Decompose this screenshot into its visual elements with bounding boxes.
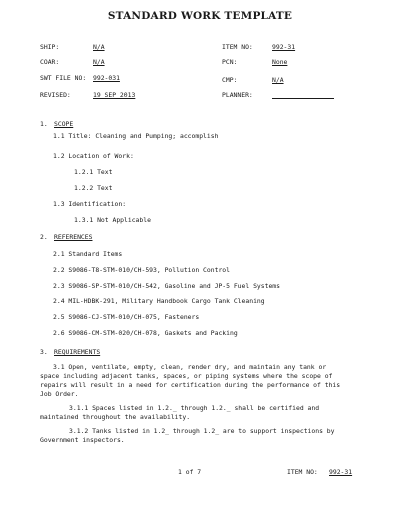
planner-label: PLANNER: [222,91,253,99]
section-3-number: 3. [40,348,48,356]
reference-2-1: 2.1 Standard Items [53,250,123,258]
requirement-3-1-line-1: 3.1 Open, ventilate, empty, clean, render dry, and maintain any tank or [53,363,327,371]
item-1-3: 1.3 Identification: [53,200,127,208]
requirement-3-1-line-4: Job Order. [40,390,79,398]
reference-2-4: 2.4 MIL-HDBK-291, Military Handbook Cargo Tank Cleaning [53,297,265,305]
requirement-3-1-2-line-2: Government inspectors. [40,436,125,444]
reference-2-6: 2.6 S9086-CM-STM-020/CH-078, Gaskets and Packing [53,329,238,337]
item-1-3-1: 1.3.1 Not Applicable [74,216,151,224]
requirement-3-1-1-line-1: 3.1.1 Spaces listed in 1.2._ through 1.2._ shall be certified and [69,404,320,412]
reference-2-3: 2.3 S9086-SP-STM-010/CH-542, Gasoline and JP-5 Fuel Systems [53,282,281,290]
planner-blank [272,91,334,99]
ship-label: SHIP: [40,43,60,51]
revised-value: 19 SEP 2013 [93,91,136,99]
pcn-label: PCN: [222,58,238,66]
coar-label: COAR: [40,58,60,66]
item-1-2-1: 1.2.1 Text [74,168,113,176]
cmp-value: N/A [272,76,284,84]
footer-item-no-label: ITEM NO: [287,468,318,476]
revised-label: REVISED: [40,91,71,99]
ship-value: N/A [93,43,105,51]
requirement-3-1-1-line-2: maintained throughout the availability. [40,413,191,421]
section-2-title: REFERENCES [54,233,93,241]
requirement-3-1-2-line-1: 3.1.2 Tanks listed in 1.2_ through 1.2_ are to support inspections by [69,427,335,435]
item-1-2-2: 1.2.2 Text [74,184,113,192]
section-1-number: 1. [40,120,48,128]
item-no-value: 992-31 [272,43,296,51]
section-1-title: SCOPE [54,120,74,128]
requirement-3-1-line-3: repairs will result in a need for certification during the performance of this [40,381,341,389]
coar-value: N/A [93,58,105,66]
swt-file-no-label: SWT FILE NO: [40,74,87,82]
item-no-label: ITEM NO: [222,43,253,51]
footer-item-no-value: 992-31 [329,468,353,476]
requirement-3-1-line-2: space including adjacent tanks, spaces, or piping systems where the scope of [40,372,333,380]
item-1-2: 1.2 Location of Work: [53,152,134,160]
section-3-title: REQUIREMENTS [54,348,101,356]
section-2-number: 2. [40,233,48,241]
page-number: 1 of 7 [178,468,202,476]
reference-2-2: 2.2 S9086-T8-STM-010/CH-593, Pollution Control [53,266,230,274]
swt-file-no-value: 992-031 [93,74,120,82]
reference-2-5: 2.5 S9086-CJ-STM-010/CH-075, Fasteners [53,313,200,321]
document-title: STANDARD WORK TEMPLATE [107,10,293,22]
item-1-1: 1.1 Title: Cleaning and Pumping; accomplish [53,132,219,140]
pcn-value: None [272,58,288,66]
cmp-label: CMP: [222,76,238,84]
